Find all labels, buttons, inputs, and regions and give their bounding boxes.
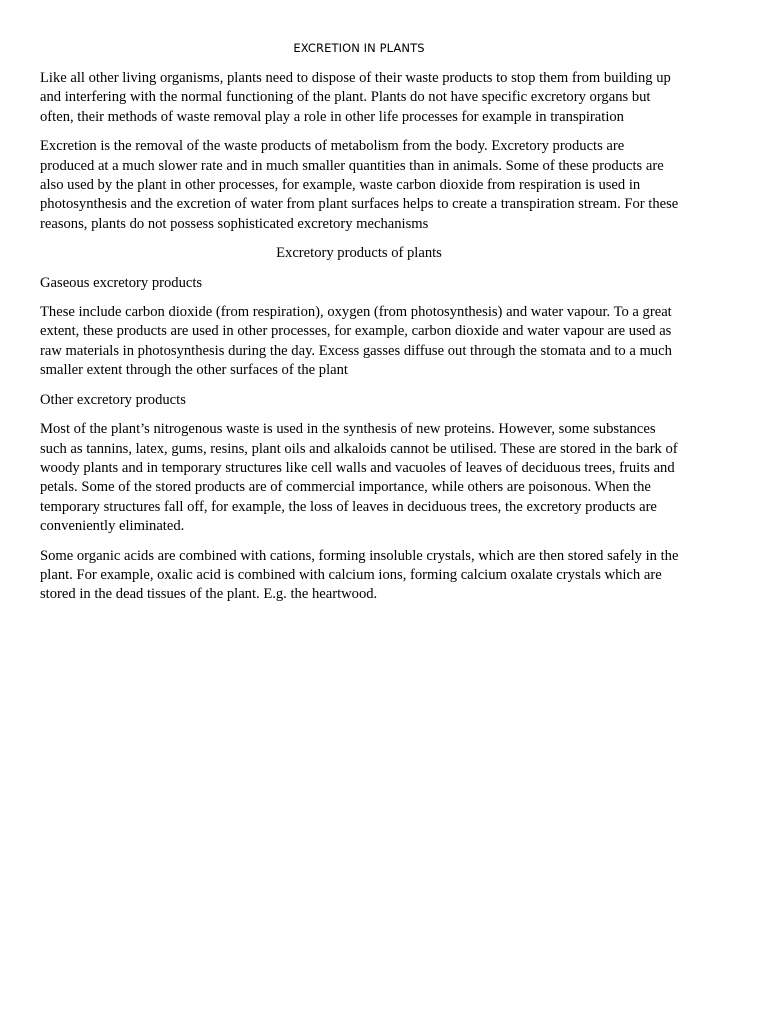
gaseous-heading: Gaseous excretory products [40, 274, 203, 291]
gaseous-paragraph: These include carbon dioxide (from respiration), oxygen (from photosynthesis) and water vapour. To a great extent, these products are used in other processes, for example, carbon dioxide and water vapour are used as raw materials in photosynthesis during the day. Excess gasses diffuse out through the stomata and to a much smaller extent through the other surfaces of the plant [40, 304, 672, 379]
other-heading: Other excretory products [40, 391, 186, 408]
intro-paragraph-1: Like all other living organisms, plants need to dispose of their waste products to stop them from building up and interfering with the normal functioning of the plant. Plants do not have specific excretory organs but often, their methods of waste removal play a role in other life processes for example in transpiration [40, 70, 671, 125]
other-paragraph-2: Some organic acids are combined with cations, forming insoluble crystals, which are then stored safely in the plant. For example, oxalic acid is combined with calcium ions, forming calcium oxalate crystals which are stored in the dead tissues of the plant. E.g. the heartwood. [40, 547, 679, 603]
document-body [40, 41, 680, 615]
section-heading: Excretory products of plants [276, 245, 442, 262]
document-title: EXCRETION IN PLANTS [293, 41, 425, 55]
intro-paragraph-2: Excretion is the removal of the waste products of metabolism from the body. Excretory products are produced at a much slower rate and in much smaller quantities than in animals. Some of these products are also used by the plant in other processes, for example, waste carbon dioxide from respiration is used in photosynthesis and the excretion of water from plant surfaces helps to create a transpiration stream. For these reasons, plants do not possess sophisticated excretory mechanisms [40, 138, 679, 232]
other-paragraph-1: Most of the plant’s nitrogenous waste is used in the synthesis of new proteins. However, some substances such as tannins, latex, gums, resins, plant oils and alkaloids cannot be utilised. These are stored in the bark of woody plants and in temporary structures like cell walls and vacuoles of leaves of deciduous trees, fruits and petals. Some of the stored products are of commercial importance, while others are poisonous. When the temporary structures fall off, for example, the loss of leaves in deciduous trees, the excretory products are conveniently eliminated. [40, 421, 678, 535]
